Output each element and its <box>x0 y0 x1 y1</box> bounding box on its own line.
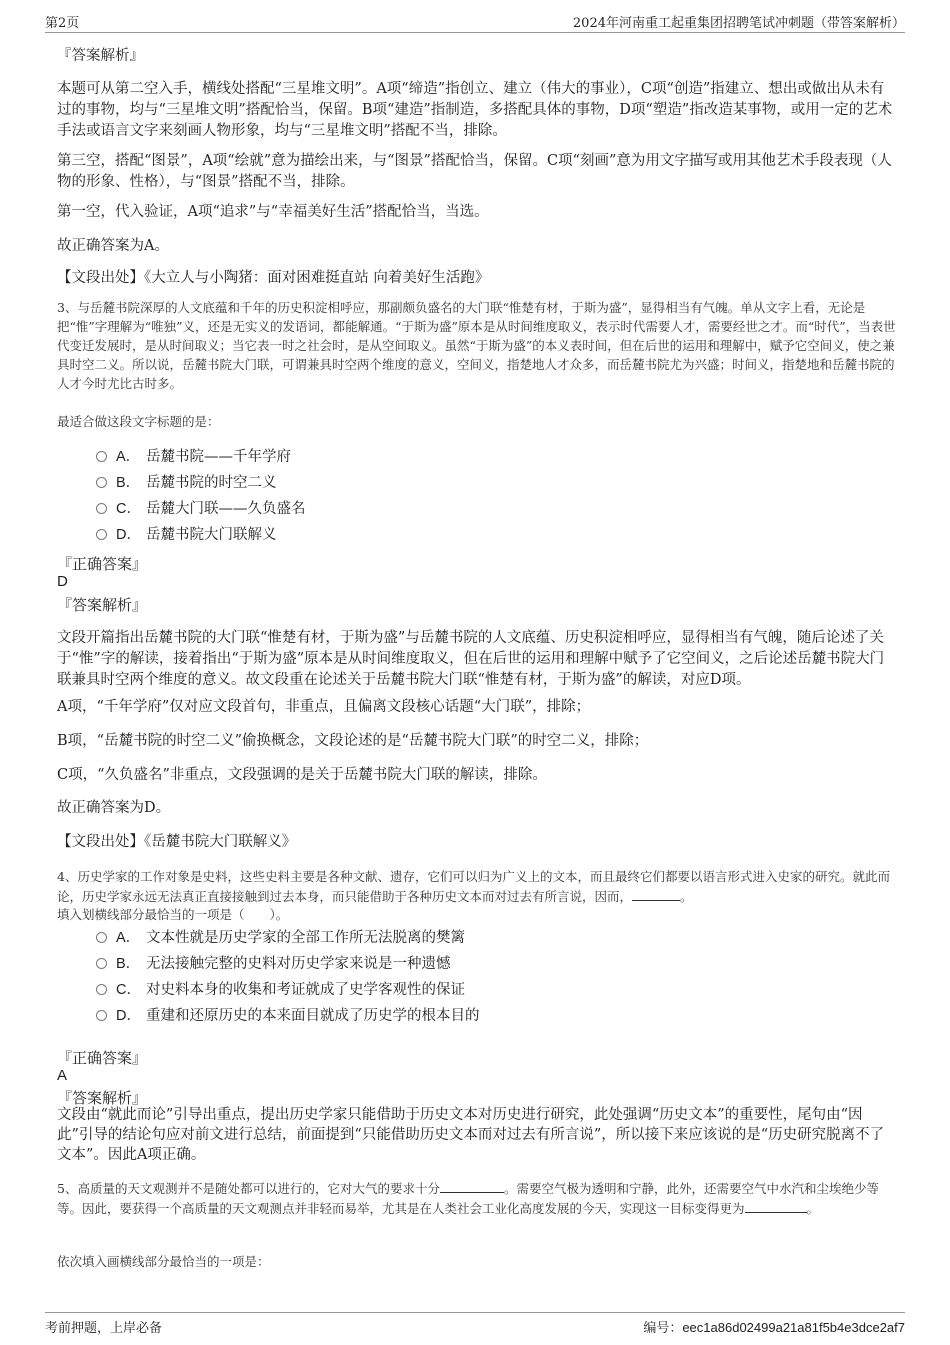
fill-blank <box>632 886 680 901</box>
q4-analysis: 文段由“就此而论”引导出重点，提出历史学家只能借助于历史文本对历史进行研究，此处强调“历史文本”的重要性，尾句由“因此”引导的结论句应对前文进行总结，前面提到“只能借助历史文本而对过去有所言说”，所以接下来应该说的是“历史研究脱离不了文本”。因此A项正确。 <box>57 1107 885 1163</box>
q3-conclusion: 故正确答案为D。 <box>57 800 171 816</box>
q4-analysis-label: 『答案解析』 <box>57 1089 148 1107</box>
option-letter: A． <box>116 930 141 946</box>
q2-analysis-para2: 第三空，搭配“图景”，A项“绘就”意为描绘出来，与“图景”搭配恰当，保留。C项“刻画”意为用文字描写或用其他艺术手段表现（人物的形象、性格），与“图景”搭配不当，排除。 <box>57 153 892 190</box>
q3-analysis-label: 『答案解析』 <box>57 596 148 614</box>
option-letter: B． <box>116 956 141 972</box>
q3-eliminate-c: C项，“久负盛名”非重点，文段强调的是关于岳麓书院大门联的解读，排除。 <box>57 767 547 783</box>
q4-answer: A <box>57 1067 68 1084</box>
q4-stem: 4、历史学家的工作对象是史料，这些史料主要是各种文献、遗存，它们可以归为广义上的文本，而且最终它们都要以语言形式进入史家的研究。就此而论，历史学家永远无法真正直接接触到过去本身，而只能借助于各种历史文本而对过去有所言说，因而， 。 <box>57 869 890 904</box>
radio-icon[interactable] <box>96 1010 107 1021</box>
document-title: 2024年河南重工起重集团招聘笔试冲刺题（带答案解析） <box>572 16 905 31</box>
q3-option-d[interactable] <box>96 525 277 545</box>
q4-prompt: 填入划横线部分最恰当的一项是（ ）。 <box>57 907 289 922</box>
option-text: 无法接触完整的史料对历史学家来说是一种遗憾 <box>146 956 451 972</box>
option-text: 岳麓书院——千年学府 <box>146 449 291 465</box>
option-letter: B． <box>116 475 141 491</box>
q4-option-b[interactable] <box>96 954 451 974</box>
radio-icon[interactable] <box>96 958 107 969</box>
fill-blank-2 <box>745 1198 807 1213</box>
page-number: 第2页 <box>45 16 80 31</box>
option-text: 对史料本身的收集和考证就成了史学客观性的保证 <box>146 982 465 998</box>
q3-option-b[interactable] <box>96 473 277 493</box>
option-text: 重建和还原历史的本来面目就成了历史学的根本目的 <box>146 1008 480 1024</box>
radio-icon[interactable] <box>96 984 107 995</box>
q3-source: 【文段出处】《岳麓书院大门联解义》 <box>57 834 297 850</box>
page-footer <box>45 1312 905 1337</box>
q4-option-d[interactable] <box>96 1006 480 1026</box>
option-text: 文本性就是历史学家的全部工作所无法脱离的樊篱 <box>146 930 465 946</box>
fill-blank-1 <box>440 1178 504 1193</box>
q3-prompt: 最适合做这段文字标题的是： <box>57 414 220 429</box>
option-letter: A． <box>116 449 141 465</box>
option-letter: D． <box>116 527 141 543</box>
q4-answer-label: 『正确答案』 <box>57 1049 148 1067</box>
q2-analysis-label: 『答案解析』 <box>57 48 144 64</box>
page-header <box>45 8 905 33</box>
option-letter: C． <box>116 982 141 998</box>
footer-slogan: 考前押题，上岸必备 <box>45 1321 163 1336</box>
q4-option-c[interactable] <box>96 980 465 1000</box>
q3-stem: 3、与岳麓书院深厚的人文底蕴和千年的历史积淀相呼应，那副颇负盛名的大门联“惟楚有材，于斯为盛”，显得相当有气魄。单从文字上看，无论是把“惟”字理解为“唯独”义，还是无实义的发语词，都能解通。“于斯为盛”原本是从时间维度取义，表示时代需要人才，需要经世之才。而“时代”，当表世代变迁发展时，是从时间取义；当它表一时之社会时，是从空间取义。虽然“于斯为盛”的本义表时间，但在后世的运用和理解中，赋予它空间义，使之兼具时空二义。所以说，岳麓书院大门联，可谓兼具时空两个维度的意义，空间义，指楚地人才众多，而岳麓书院尤为兴盛；时间义，指楚地和岳麓书院的人才今时尤比古时多。 <box>57 300 896 391</box>
radio-icon[interactable] <box>96 529 107 540</box>
code-value: eec1a86d02499a21a81f5b4e3dce2af7 <box>682 1320 905 1335</box>
q3-answer-label: 『正确答案』 <box>57 555 148 573</box>
q2-conclusion: 故正确答案为A。 <box>57 238 169 254</box>
q3-analysis: 文段开篇指出岳麓书院的大门联“惟楚有材，于斯为盛”与岳麓书院的人文底蕴、历史积淀相呼应，显得相当有气魄，随后论述了关于“惟”字的解读，接着指出“于斯为盛”原本是从时间维度取义，但在后世的运用和理解中赋予了它空间义，之后论述岳麓书院大门联兼具时空两个维度的意义。故文段重在论述关于岳麓书院大门联“惟楚有材，于斯为盛”的解读，对应D项。 <box>57 630 885 688</box>
q4-option-a[interactable] <box>96 928 465 948</box>
option-letter: D． <box>116 1008 141 1024</box>
q3-eliminate-a: A项，“千年学府”仅对应文段首句，非重点，且偏离文段核心话题“大门联”，排除； <box>57 699 591 715</box>
q2-analysis-para3: 第一空，代入验证，A项“追求”与“幸福美好生活”搭配恰当，当选。 <box>57 204 489 220</box>
radio-icon[interactable] <box>96 477 107 488</box>
radio-icon[interactable] <box>96 932 107 943</box>
q5-prompt: 依次填入画横线部分最恰当的一项是： <box>57 1254 270 1269</box>
option-letter: C． <box>116 501 141 517</box>
radio-icon[interactable] <box>96 503 107 514</box>
q2-analysis-para1: 本题可从第二空入手，横线处搭配“三星堆文明”。A项“缔造”指创立、建立（伟大的事业），C项“创造”指建立、想出或做出从未有过的事物，均与“三星堆文明”搭配恰当，保留。B项“建造”指制造，多搭配具体的事物，D项“塑造”指改造某事物，或用一定的艺术手法或语言文字来刻画人物形象，均与“三星堆文明”搭配不当，排除。 <box>57 81 893 139</box>
option-text: 岳麓书院大门联解义 <box>146 527 277 543</box>
q3-eliminate-b: B项，“岳麓书院的时空二义”偷换概念，文段论述的是“岳麓书院大门联”的时空二义，排除； <box>57 733 649 749</box>
document-code <box>643 1317 905 1336</box>
q3-option-c[interactable] <box>96 499 306 519</box>
code-label: 编号： <box>643 1321 683 1336</box>
radio-icon[interactable] <box>96 451 107 462</box>
q5-stem: 5、高质量的天文观测并不是随处都可以进行的，它对大气的要求十分 。需要空气极为透明和宁静，此外，还需要空气中水汽和尘埃绝少等等。因此，要获得一个高质量的天文观测点并非轻而易举，尤其是在人类社会工业化高度发展的今天，实现这一目标变得更为 。 <box>57 1178 897 1218</box>
option-text: 岳麓书院的时空二义 <box>146 475 277 491</box>
q3-option-a[interactable] <box>96 447 291 467</box>
option-text: 岳麓大门联——久负盛名 <box>146 501 306 517</box>
q2-source: 【文段出处】《大立人与小陶猪：面对困难挺直站 向着美好生活跑》 <box>57 270 490 286</box>
q3-answer: D <box>57 573 68 590</box>
